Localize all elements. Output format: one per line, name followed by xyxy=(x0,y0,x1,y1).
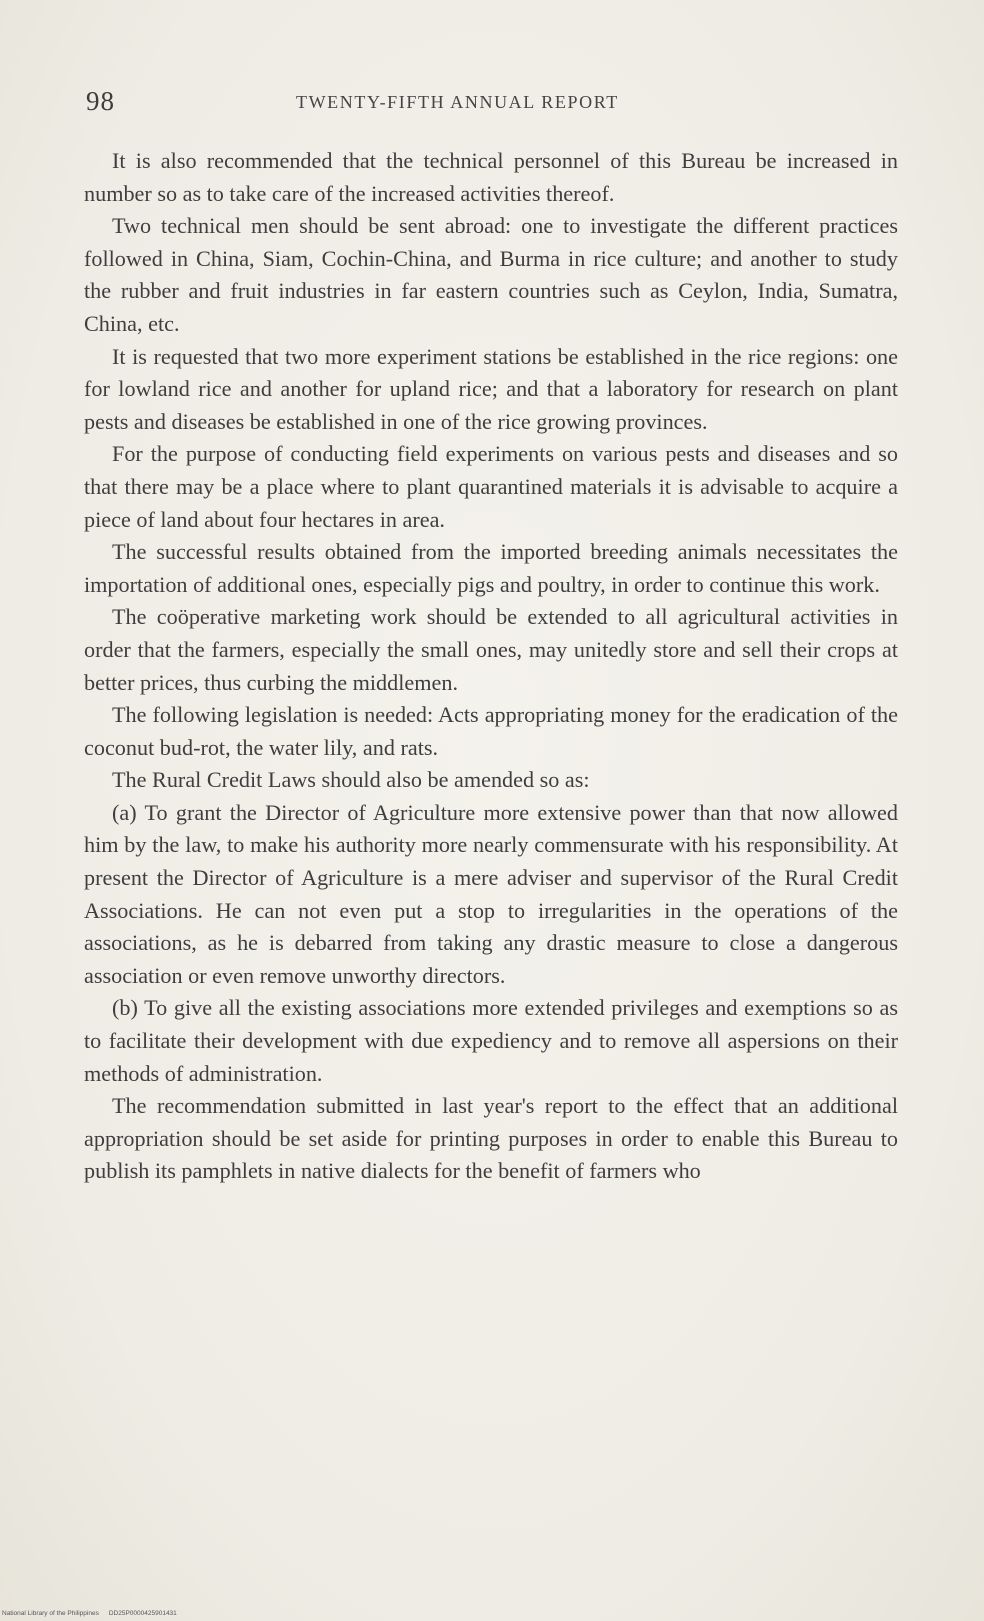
paragraph-item-a: (a) To grant the Director of Agriculture more extensive power than that now allowed him by the law, to make his authority more nearly commensurate with his responsibility. At present the Director of Agriculture is a mere adviser and supervisor of the Rural Credit Associations. He can not even put a stop to irregularities in the operations of the associations, as he is debarred from taking any drastic measure to close a dangerous association or even remove unworthy directors. xyxy=(84,799,898,988)
paragraph-personnel: It is also recommended that the technical personnel of this Bureau be increased in number so as to take care of the increased activities thereof. xyxy=(84,148,898,206)
paragraph-experiment-stations: It is requested that two more experiment stations be established in the rice regions: one for lowland rice and another for upland rice; and that a laboratory for research on plant pests and diseases be established in one of the rice growing provinces. xyxy=(84,343,898,434)
paragraph-item-b: (b) To give all the existing associations more extended privileges and exemptions so as to facilitate their development with due expediency and to remove all aspersions on their methods of administration. xyxy=(84,995,898,1086)
paragraph-field-experiments-land: For the purpose of conducting field experiments on various pests and diseases and so that there may be a place where to plant quarantined materials it is advisable to acquire a piece of land about four hectares in area. xyxy=(84,441,898,532)
paragraph-printing-appropriation: The recommendation submitted in last year's report to the effect that an additional appropriation should be set aside for printing purposes in order to enable this Bureau to publish its pamphlets in native dialects for the benefit of farmers who xyxy=(84,1093,898,1184)
footer-identifier: DD25P0000425901431 xyxy=(108,1610,177,1617)
body-text xyxy=(84,145,898,1188)
page-header xyxy=(86,86,898,120)
scan-footer xyxy=(2,1610,177,1617)
page-number: 98 xyxy=(86,86,115,116)
footer-source: National Library of the Philippines xyxy=(2,1610,99,1617)
paragraph-technical-men-abroad: Two technical men should be sent abroad: one to investigate the different practices followed in China, Siam, Cochin-China, and Burma in rice culture; and another to study the rubber and fruit industries in far eastern countries such as Ceylon, India, Sumatra, China, etc. xyxy=(84,213,898,336)
paragraph-breeding-animals: The successful results obtained from the imported breeding animals necessitates the importation of additional ones, especially pigs and poultry, in order to continue this work. xyxy=(84,539,898,597)
paragraph-rural-credit-laws: The Rural Credit Laws should also be amended so as: xyxy=(112,767,590,793)
running-head: TWENTY-FIFTH ANNUAL REPORT xyxy=(296,92,619,112)
paragraph-cooperative-marketing: The coöperative marketing work should be extended to all agricultural activities in order that the farmers, especially the small ones, may unitedly store and sell their crops at better prices, thus curbing the middlemen. xyxy=(84,604,898,695)
paragraph-legislation: The following legislation is needed: Acts appropriating money for the eradication of the coconut bud-rot, the water lily, and rats. xyxy=(84,702,898,760)
